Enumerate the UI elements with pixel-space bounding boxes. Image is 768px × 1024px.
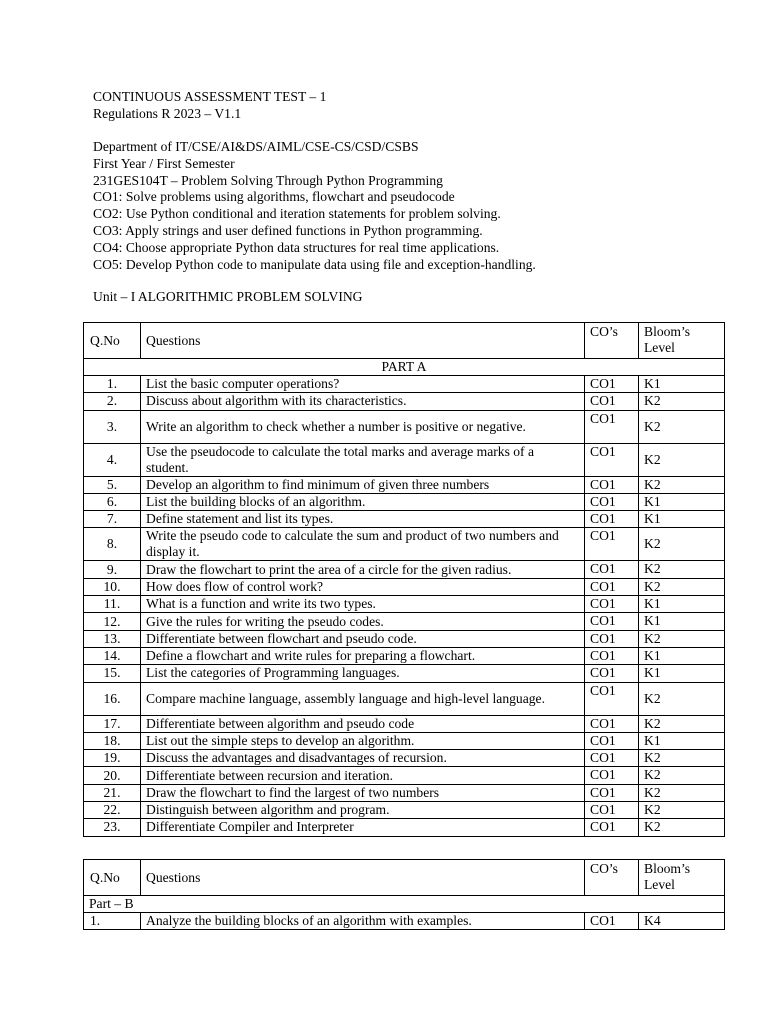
question-text: How does flow of control work? (141, 578, 585, 595)
question-number: 7. (84, 511, 141, 528)
qno-header: Q.No (84, 323, 141, 359)
question-text: Develop an algorithm to find minimum of given three numbers (141, 476, 585, 493)
regulations: Regulations R 2023 – V1.1 (93, 105, 242, 121)
question-text: List the building blocks of an algorithm. (141, 493, 585, 510)
course-outcome: CO1 (585, 819, 639, 836)
question-number: 4. (84, 443, 141, 476)
course-outcome: CO1 (585, 750, 639, 767)
bloom-level: K2 (639, 443, 725, 476)
question-text: List out the simple steps to develop an algorithm. (141, 732, 585, 749)
question-text: Draw the flowchart to print the area of a circle for the given radius. (141, 561, 585, 578)
bloom-level: K2 (639, 630, 725, 647)
table-row (84, 732, 725, 749)
question-text: Draw the flowchart to find the largest of two numbers (141, 784, 585, 801)
table-row (84, 665, 725, 682)
bloom-level: K2 (639, 410, 725, 443)
questions-header: Questions (141, 860, 585, 896)
question-number: 18. (84, 732, 141, 749)
question-number: 21. (84, 784, 141, 801)
cos-header: CO’s (585, 860, 639, 896)
course-outcome-1: CO1: Solve problems using algorithms, flowchart and pseudocode (93, 189, 455, 205)
question-text: Differentiate between recursion and iteration. (141, 767, 585, 784)
course-outcome: CO1 (585, 528, 639, 561)
bloom-level: K2 (639, 476, 725, 493)
question-text: Differentiate Compiler and Interpreter (141, 819, 585, 836)
table-header-row (84, 860, 725, 896)
part-b-label: Part – B (84, 896, 725, 913)
question-number: 3. (84, 410, 141, 443)
question-text: List the basic computer operations? (141, 376, 585, 393)
part-b-label-row (84, 896, 725, 913)
bloom-level: K2 (639, 784, 725, 801)
course-outcome: CO1 (585, 784, 639, 801)
table-row (84, 596, 725, 613)
bloom-level: K2 (639, 767, 725, 784)
course-outcome: CO1 (585, 630, 639, 647)
bloom-level: K2 (639, 715, 725, 732)
table-row (84, 767, 725, 784)
course-outcome: CO1 (585, 578, 639, 595)
course-outcome: CO1 (585, 476, 639, 493)
question-number: 1. (84, 913, 141, 930)
question-text: Distinguish between algorithm and program. (141, 802, 585, 819)
question-number: 5. (84, 476, 141, 493)
course-outcome: CO1 (585, 613, 639, 630)
question-text: Write an algorithm to check whether a number is positive or negative. (141, 410, 585, 443)
table-row (84, 630, 725, 647)
table-row (84, 476, 725, 493)
question-number: 8. (84, 528, 141, 561)
course-outcome: CO1 (585, 682, 639, 715)
year-semester: First Year / First Semester (93, 155, 235, 171)
bloom-level: K2 (639, 578, 725, 595)
bloom-level: K1 (639, 511, 725, 528)
question-text: Differentiate between flowchart and pseudo code. (141, 630, 585, 647)
bloom-level: K1 (639, 613, 725, 630)
course-outcome: CO1 (585, 913, 639, 930)
bloom-level: K1 (639, 647, 725, 664)
course-outcome: CO1 (585, 665, 639, 682)
question-number: 23. (84, 819, 141, 836)
qno-header: Q.No (84, 860, 141, 896)
bloom-level: K1 (639, 732, 725, 749)
table-row (84, 647, 725, 664)
bloom-level: K1 (639, 493, 725, 510)
question-number: 9. (84, 561, 141, 578)
course-outcome: CO1 (585, 410, 639, 443)
table-row (84, 393, 725, 410)
course-outcome-2: CO2: Use Python conditional and iteration statements for problem solving. (93, 206, 501, 222)
question-text: Use the pseudocode to calculate the total marks and average marks of a student. (141, 443, 585, 476)
questions-header: Questions (141, 323, 585, 359)
question-number: 10. (84, 578, 141, 595)
question-text: Write the pseudo code to calculate the sum and product of two numbers and display it. (141, 528, 585, 561)
table-row (84, 784, 725, 801)
question-text: Analyze the building blocks of an algorithm with examples. (141, 913, 585, 930)
part-b-body (84, 913, 725, 930)
question-number: 11. (84, 596, 141, 613)
table-row (84, 750, 725, 767)
course-outcome: CO1 (585, 715, 639, 732)
table-row (84, 561, 725, 578)
question-text: Compare machine language, assembly language and high-level language. (141, 682, 585, 715)
question-text: Discuss about algorithm with its characteristics. (141, 393, 585, 410)
question-number: 20. (84, 767, 141, 784)
table-row (84, 443, 725, 476)
cos-header: CO’s (585, 323, 639, 359)
course-outcome: CO1 (585, 443, 639, 476)
question-number: 13. (84, 630, 141, 647)
question-number: 17. (84, 715, 141, 732)
course-outcome: CO1 (585, 511, 639, 528)
bloom-level: K2 (639, 682, 725, 715)
bloom-level: K2 (639, 819, 725, 836)
question-text: Define statement and list its types. (141, 511, 585, 528)
course-outcome: CO1 (585, 802, 639, 819)
question-number: 19. (84, 750, 141, 767)
course-outcome: CO1 (585, 393, 639, 410)
table-header-row (84, 323, 725, 359)
question-number: 1. (84, 376, 141, 393)
question-number: 2. (84, 393, 141, 410)
question-text: Differentiate between algorithm and pseudo code (141, 715, 585, 732)
bloom-level: K1 (639, 665, 725, 682)
course-outcome: CO1 (585, 376, 639, 393)
table-row (84, 410, 725, 443)
part-a-table (83, 322, 725, 837)
bloom-header: Bloom’s Level (639, 860, 725, 896)
unit-title: Unit – I ALGORITHMIC PROBLEM SOLVING (93, 289, 363, 304)
table-row (84, 578, 725, 595)
department: Department of IT/CSE/AI&DS/AIML/CSE-CS/CSD/CSBS (93, 139, 419, 155)
question-number: 15. (84, 665, 141, 682)
test-title: CONTINUOUS ASSESSMENT TEST – 1 (93, 89, 327, 104)
question-number: 6. (84, 493, 141, 510)
course-outcome-4: CO4: Choose appropriate Python data structures for real time applications. (93, 239, 500, 255)
table-row (84, 613, 725, 630)
question-number: 12. (84, 613, 141, 630)
question-number: 16. (84, 682, 141, 715)
table-row (84, 913, 725, 930)
course-outcome: CO1 (585, 767, 639, 784)
table-row (84, 493, 725, 510)
question-text: Define a flowchart and write rules for preparing a flowchart. (141, 647, 585, 664)
bloom-level: K4 (639, 913, 725, 930)
course-outcome: CO1 (585, 493, 639, 510)
document-header (93, 89, 713, 273)
bloom-level: K2 (639, 750, 725, 767)
bloom-level: K2 (639, 802, 725, 819)
table-row (84, 715, 725, 732)
table-row (84, 819, 725, 836)
part-a-body (84, 376, 725, 837)
course-outcome-3: CO3: Apply strings and user defined functions in Python programming. (93, 223, 483, 239)
bloom-level: K2 (639, 528, 725, 561)
course-outcome: CO1 (585, 647, 639, 664)
bloom-level: K2 (639, 561, 725, 578)
table-row (84, 802, 725, 819)
part-b-table (83, 859, 725, 930)
table-row (84, 528, 725, 561)
table-row (84, 511, 725, 528)
part-a-label: PART A (84, 359, 725, 376)
bloom-header: Bloom’s Level (639, 323, 725, 359)
table-row (84, 682, 725, 715)
question-text: List the categories of Programming languages. (141, 665, 585, 682)
question-text: Discuss the advantages and disadvantages of recursion. (141, 750, 585, 767)
question-text: What is a function and write its two types. (141, 596, 585, 613)
question-number: 14. (84, 647, 141, 664)
part-a-label-row (84, 359, 725, 376)
course-outcome: CO1 (585, 596, 639, 613)
bloom-level: K1 (639, 376, 725, 393)
question-number: 22. (84, 802, 141, 819)
course-outcome: CO1 (585, 561, 639, 578)
bloom-level: K2 (639, 393, 725, 410)
course-outcome: CO1 (585, 732, 639, 749)
course-title: 231GES104T – Problem Solving Through Python Programming (93, 172, 443, 188)
question-text: Give the rules for writing the pseudo codes. (141, 613, 585, 630)
course-outcome-5: CO5: Develop Python code to manipulate data using file and exception-handling. (93, 256, 536, 272)
bloom-level: K1 (639, 596, 725, 613)
table-row (84, 376, 725, 393)
